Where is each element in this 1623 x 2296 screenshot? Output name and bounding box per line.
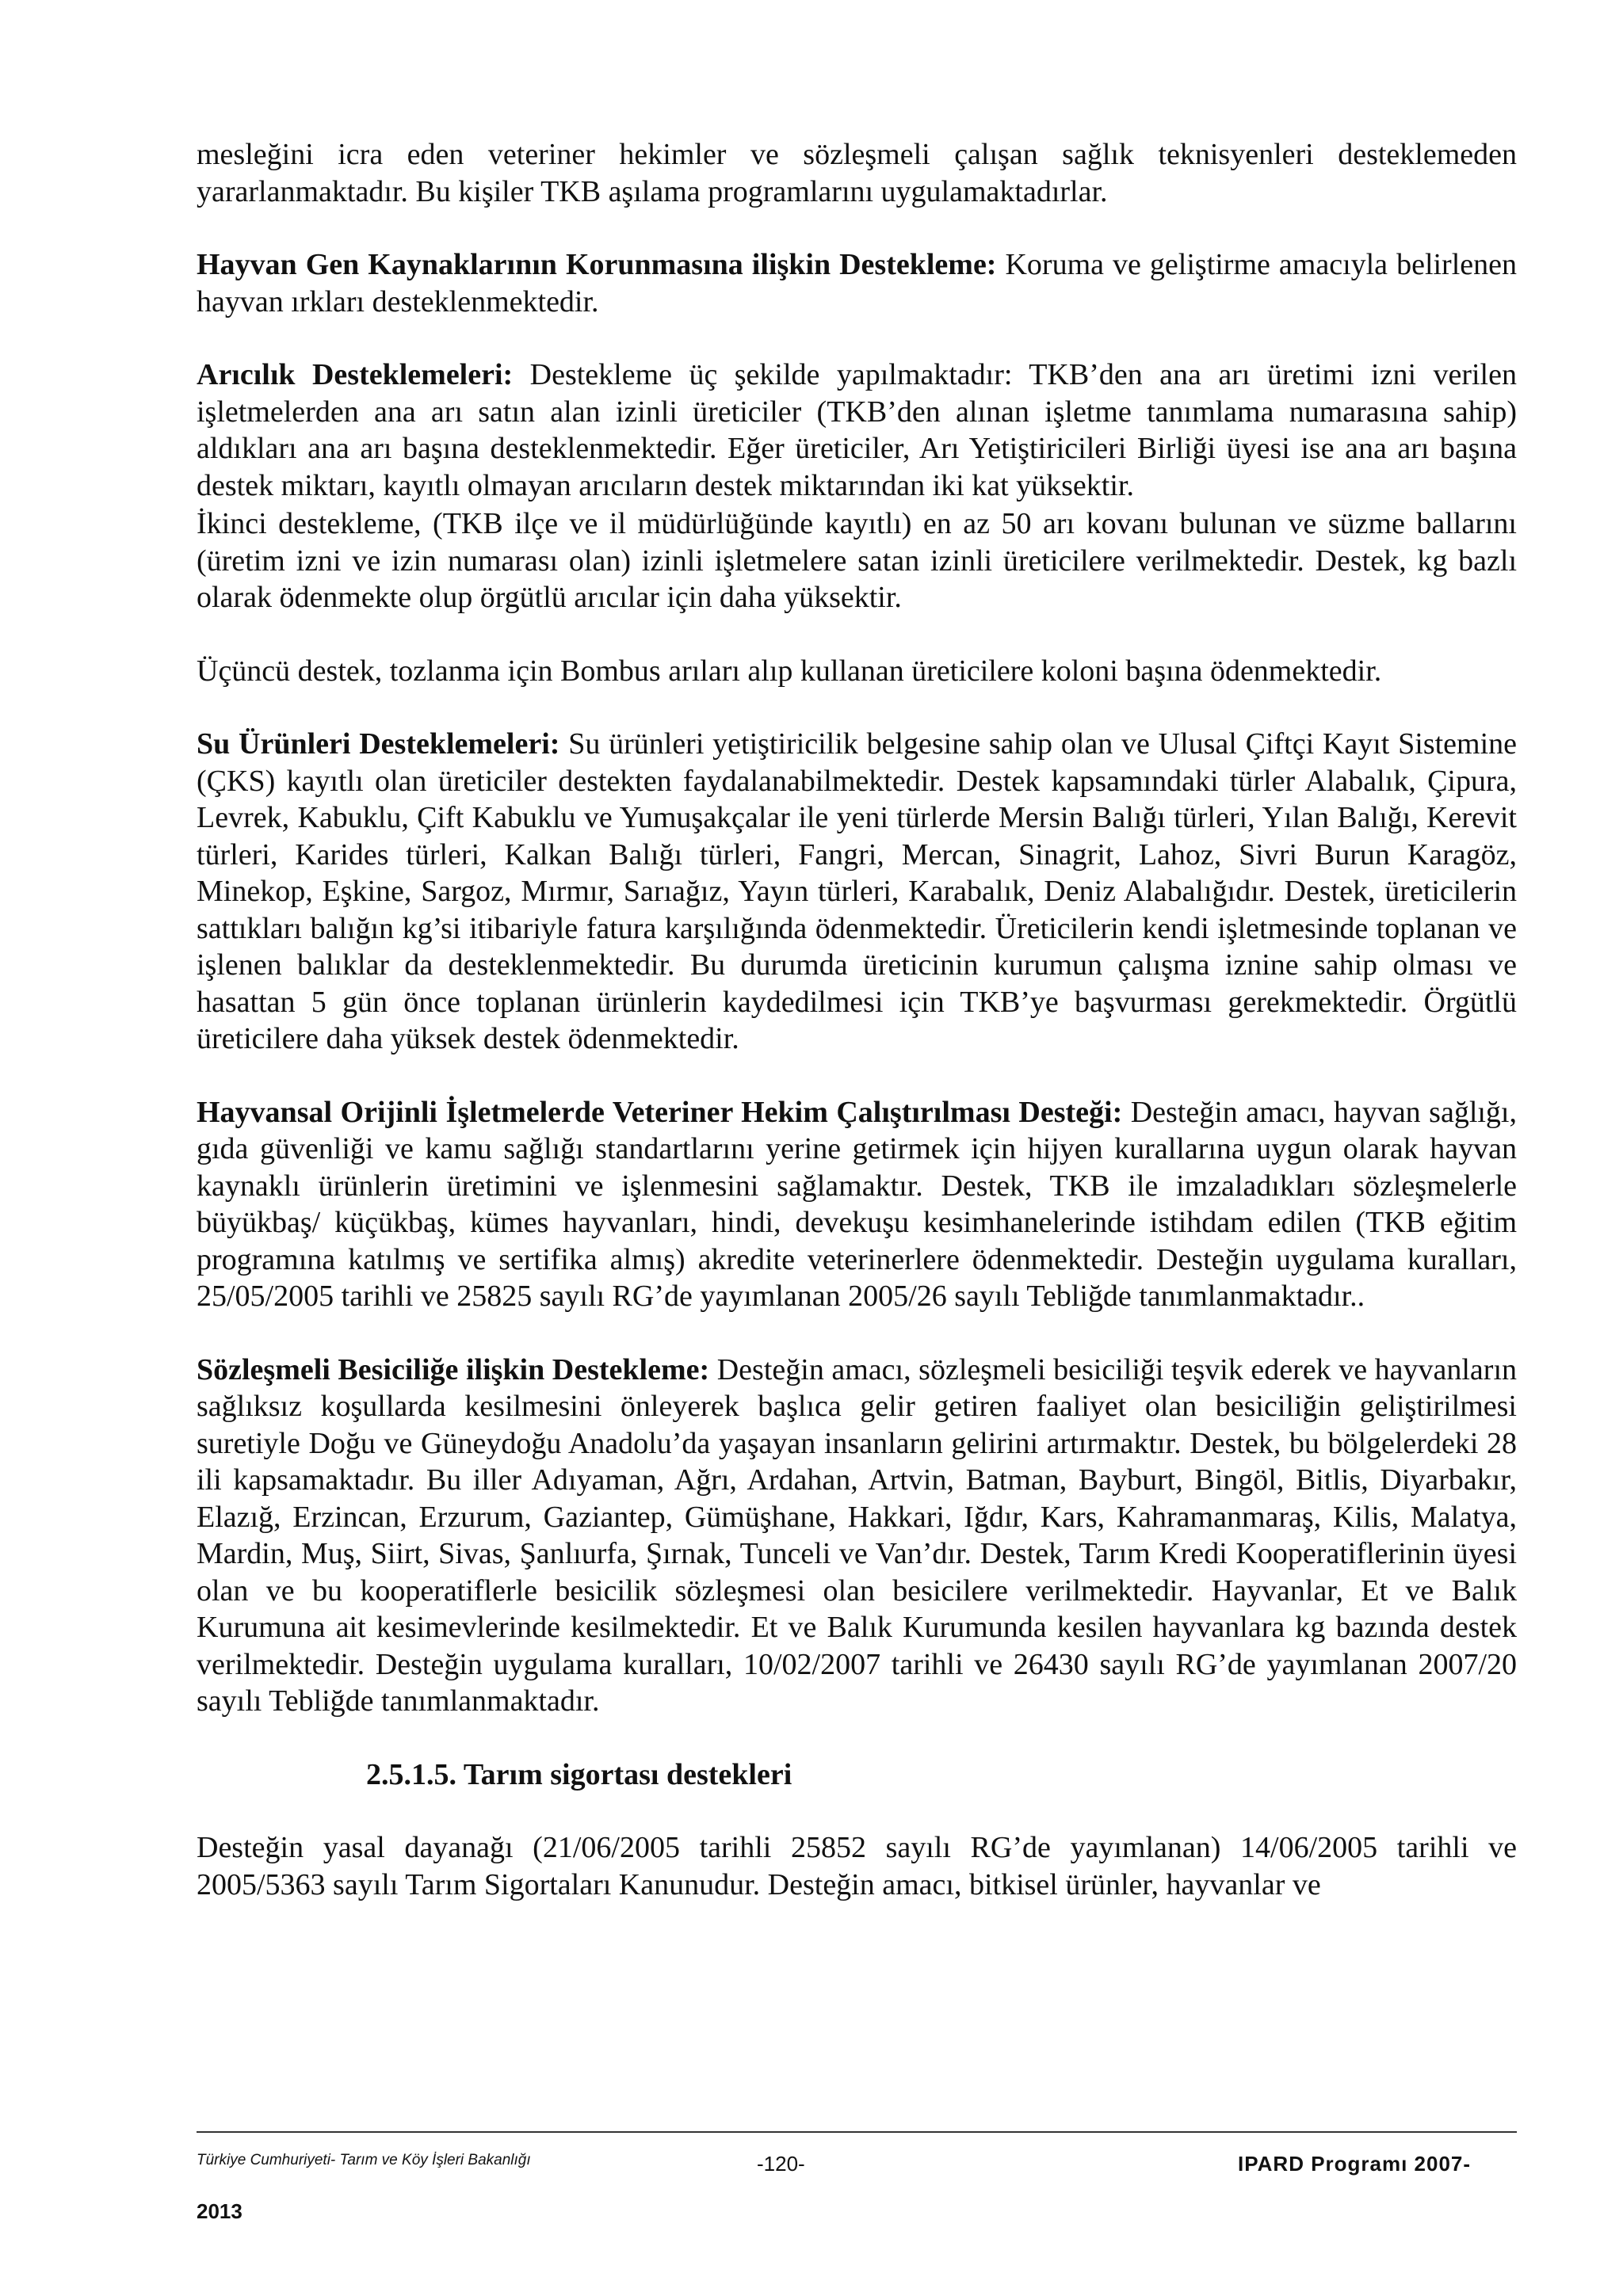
page-number: -120- xyxy=(757,2152,805,2176)
paragraph-heading: Hayvan Gen Kaynaklarının Korunmasına ilişkin Destekleme: xyxy=(197,248,997,281)
section-heading: 2.5.1.5. Tarım sigortası destekleri xyxy=(366,1757,792,1791)
paragraph-text: Destekleme üç şekilde yapılmaktadır: TKB’den ana arı üretimi izni verilen işletmelerden ana arı satın alan izinli üreticiler (TKB’den alınan işletme tanımlama numarasına sahip) aldıkları ana arı başına desteklenmektedir. Eğer üreticiler, Arı Yetiştiricileri Birliği üyesi ise ana arı başına destek miktarı, kayıtlı olmayan arıcıların destek miktarından iki kat yüksektir. xyxy=(197,358,1517,502)
paragraph-su-urunleri xyxy=(197,726,1517,1058)
paragraph-aricilik xyxy=(197,357,1517,504)
footer-year: 2013 xyxy=(197,2199,242,2223)
paragraph-ucuncu-destek: Üçüncü destek, tozlanma için Bombus arıları alıp kullanan üreticilere koloni başına ödenmektedir. xyxy=(197,654,1382,688)
footer-program: IPARD Programı 2007- xyxy=(1238,2152,1472,2176)
paragraph-veteriner-hekim xyxy=(197,1094,1517,1315)
paragraph-tarim-sigortasi: Desteğin yasal dayanağı (21/06/2005 tarihli 25852 sayılı RG’de yayımlanan) 14/06/2005 tarihli ve 2005/5363 sayılı Tarım Sigortaları Kanunudur. Desteğin amacı, bitkisel ürünler, hayvanlar ve xyxy=(197,1831,1517,1901)
footer-ministry: Türkiye Cumhuriyeti- Tarım ve Köy İşleri Bakanlığı xyxy=(197,2152,531,2168)
paragraph-text: Desteğin amacı, sözleşmeli besiciliği teşvik ederek ve hayvanların sağlıksız koşullarda kesilmesini önleyerek başlıca gelir getiren faaliyet olan besiciliğin geliştirilmesi suretiyle Doğu ve Güneydoğu Anadolu’da yaşayan insanların gelirini artırmaktır. Destek, bu bölgelerdeki 28 ili kapsamaktadır. Bu iller Adıyaman, Ağrı, Ardahan, Artvin, Batman, Bayburt, Bingöl, Bitlis, Diyarbakır, Elazığ, Erzincan, Erzurum, Gaziantep, Gümüşhane, Hakkari, Iğdır, Kars, Kahramanmaraş, Kilis, Malatya, Mardin, Muş, Siirt, Sivas, Şanlıurfa, Şırnak, Tunceli ve Van’dır. Destek, Tarım Kredi Kooperatiflerinin üyesi olan ve bu kooperatiflerle besicilik sözleşmesi olan besicilere verilmektedir. Hayvanlar, Et ve Balık Kurumuna ait kesimevlerinde kesilmektedir. Et ve Balık Kurumunda kesilen hayvanlara kg bazında destek verilmektedir. Desteğin uygulama kuralları, 10/02/2007 tarihli ve 26430 sayılı RG’de yayımlanan 2007/20 sayılı Tebliğde tanımlanmaktadır. xyxy=(197,1352,1518,1718)
paragraph-heading: Sözleşmeli Besiciliğe ilişkin Destekleme: xyxy=(197,1352,710,1386)
paragraph-text: Su ürünleri yetiştiricilik belgesine sahip olan ve Ulusal Çiftçi Kayıt Sistemine (ÇKS) kayıtlı olan üreticiler destekten faydalanabilmektedir. Destek kapsamındaki türler Alabalık, Çipura, Levrek, Kabuklu, Çift Kabuklu ve Yumuşakçalar ile yeni türlerde Mersin Balığı türleri, Yılan Balığı, Kerevit türleri, Karides türleri, Kalkan Balığı türleri, Fangri, Mercan, Sinagrit, Lahoz, Sivri Burun Karagöz, Minekop, Eşkine, Sargoz, Mırmır, Sarıağız, Yayın türleri, Karabalık, Deniz Alabalığıdır. Destek, üreticilerin sattıkları balığın kg’si itibariyle fatura karşılığında ödenmektedir. Üreticilerin kendi işletmesinde toplanan ve işlenen balıklar da desteklenmektedir. Bu durumda üreticinin kurumun çalışma iznine sahip olması ve hasattan 5 gün önce toplanan ürünlerin kaydedilmesi için TKB’ye başvurması gerekmektedir. Örgütlü üreticilere daha yüksek destek ödenmektedir. xyxy=(197,727,1518,1055)
paragraph-gen-kaynaklari xyxy=(197,246,1517,320)
paragraph-besicilik xyxy=(197,1352,1517,1720)
paragraph-heading: Hayvansal Orijinli İşletmelerde Veteriner Hekim Çalıştırılması Desteği: xyxy=(197,1095,1123,1129)
paragraph-text: Desteğin amacı, hayvan sağlığı, gıda güvenliği ve kamu sağlığı standartlarını yerine getirmek için hijyen kurallarına uygun olarak hayvan kaynaklı ürünlerin üretimini ve işlenmesini sağlamaktır. Destek, TKB ile imzaladıkları sözleşmelerle büyükbaş/ küçükbaş, kümes hayvanları, hindi, devekuşu kesimhanelerinde istihdam edilen (TKB eğitim programına katılmış ve sertifika almış) akredite veterinerlere ödenmektedir. Desteğin uygulama kuralları, 25/05/2005 tarihli ve 25825 sayılı RG’de yayımlanan 2005/26 sayılı Tebliğde tanımlanmaktadır.. xyxy=(197,1095,1517,1313)
paragraph-heading: Su Ürünleri Desteklemeleri: xyxy=(197,727,560,761)
paragraph-intro: mesleğini icra eden veteriner hekimler ve sözleşmeli çalışan sağlık teknisyenleri desteklemeden yararlanmaktadır. Bu kişiler TKB aşılama programlarını uygulamaktadırlar. xyxy=(197,138,1517,208)
paragraph-heading: Arıcılık Desteklemeleri: xyxy=(197,358,514,391)
paragraph-text: Koruma ve geliştirme amacıyla belirlenen hayvan ırkları desteklenmektedir. xyxy=(197,248,1517,318)
paragraph-ikinci-destek: İkinci destekleme, (TKB ilçe ve il müdürlüğünde kayıtlı) en az 50 arı kovanı bulunan ve süzme ballarını (üretim izni ve izin numarası olan) izinli işletmelere satan izinli üreticilere verilmektedir. Destek, kg bazlı olarak ödenmekte olup örgütlü arıcılar için daha yüksektir. xyxy=(197,507,1517,614)
page-body xyxy=(197,136,1517,1903)
footer-divider xyxy=(197,2131,1517,2133)
